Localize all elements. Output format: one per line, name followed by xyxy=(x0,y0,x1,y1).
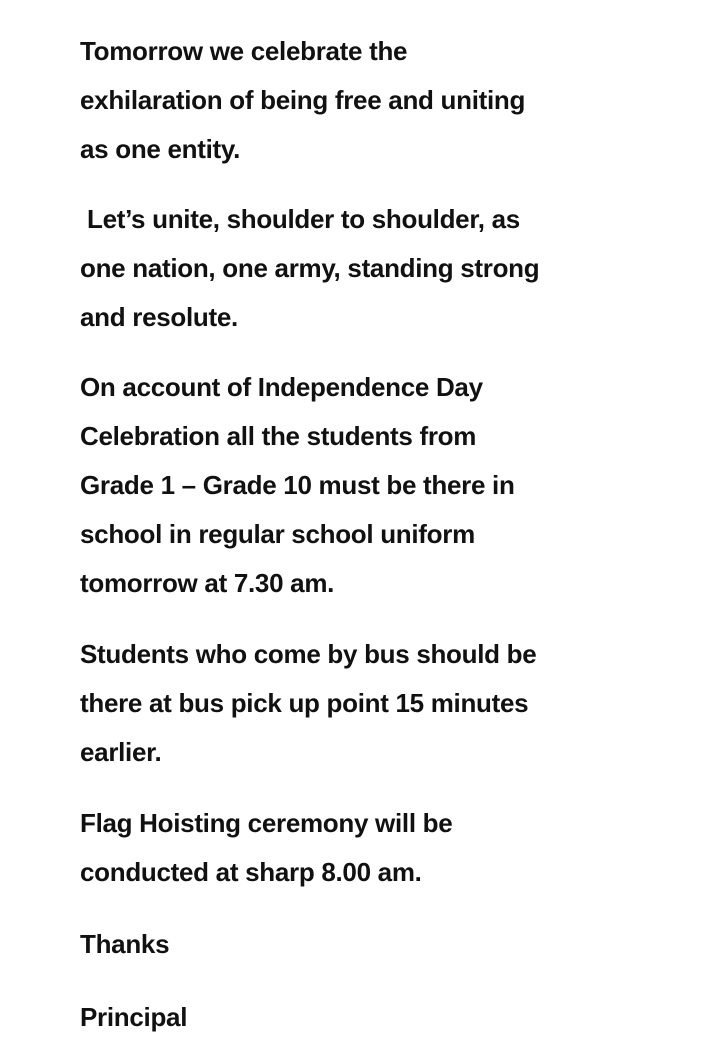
text-line: as one entity. xyxy=(80,134,241,164)
text-line: Flag Hoisting ceremony will be xyxy=(80,808,453,838)
text-line: earlier. xyxy=(80,737,162,767)
text-line: exhilaration of being free and uniting xyxy=(80,85,526,115)
text-line: Let’s unite, shoulder to shoulder, as xyxy=(87,204,520,234)
text-line: Celebration all the students from xyxy=(80,421,477,451)
text-line: tomorrow at 7.30 am. xyxy=(80,568,335,598)
paragraph-attendance xyxy=(80,363,660,608)
closing-thanks xyxy=(80,920,660,969)
closing-text: Thanks xyxy=(80,929,170,959)
text-line: Tomorrow we celebrate the xyxy=(80,36,408,66)
text-line: and resolute. xyxy=(80,302,238,332)
text-line: On account of Independence Day xyxy=(80,372,483,402)
text-line: Grade 1 – Grade 10 must be there in xyxy=(80,470,515,500)
text-line: Students who come by bus should be xyxy=(80,639,537,669)
paragraph-bus xyxy=(80,630,660,777)
paragraph-celebration xyxy=(80,27,660,174)
signature-text: Principal xyxy=(80,1002,188,1032)
text-line: conducted at sharp 8.00 am. xyxy=(80,857,422,887)
signature xyxy=(80,993,660,1042)
paragraph-flag-hoisting xyxy=(80,799,660,897)
paragraph-unite xyxy=(80,195,660,342)
text-line: there at bus pick up point 15 minutes xyxy=(80,688,529,718)
notice-body xyxy=(80,27,660,1042)
text-line: one nation, one army, standing strong xyxy=(80,253,540,283)
text-line: school in regular school uniform xyxy=(80,519,475,549)
